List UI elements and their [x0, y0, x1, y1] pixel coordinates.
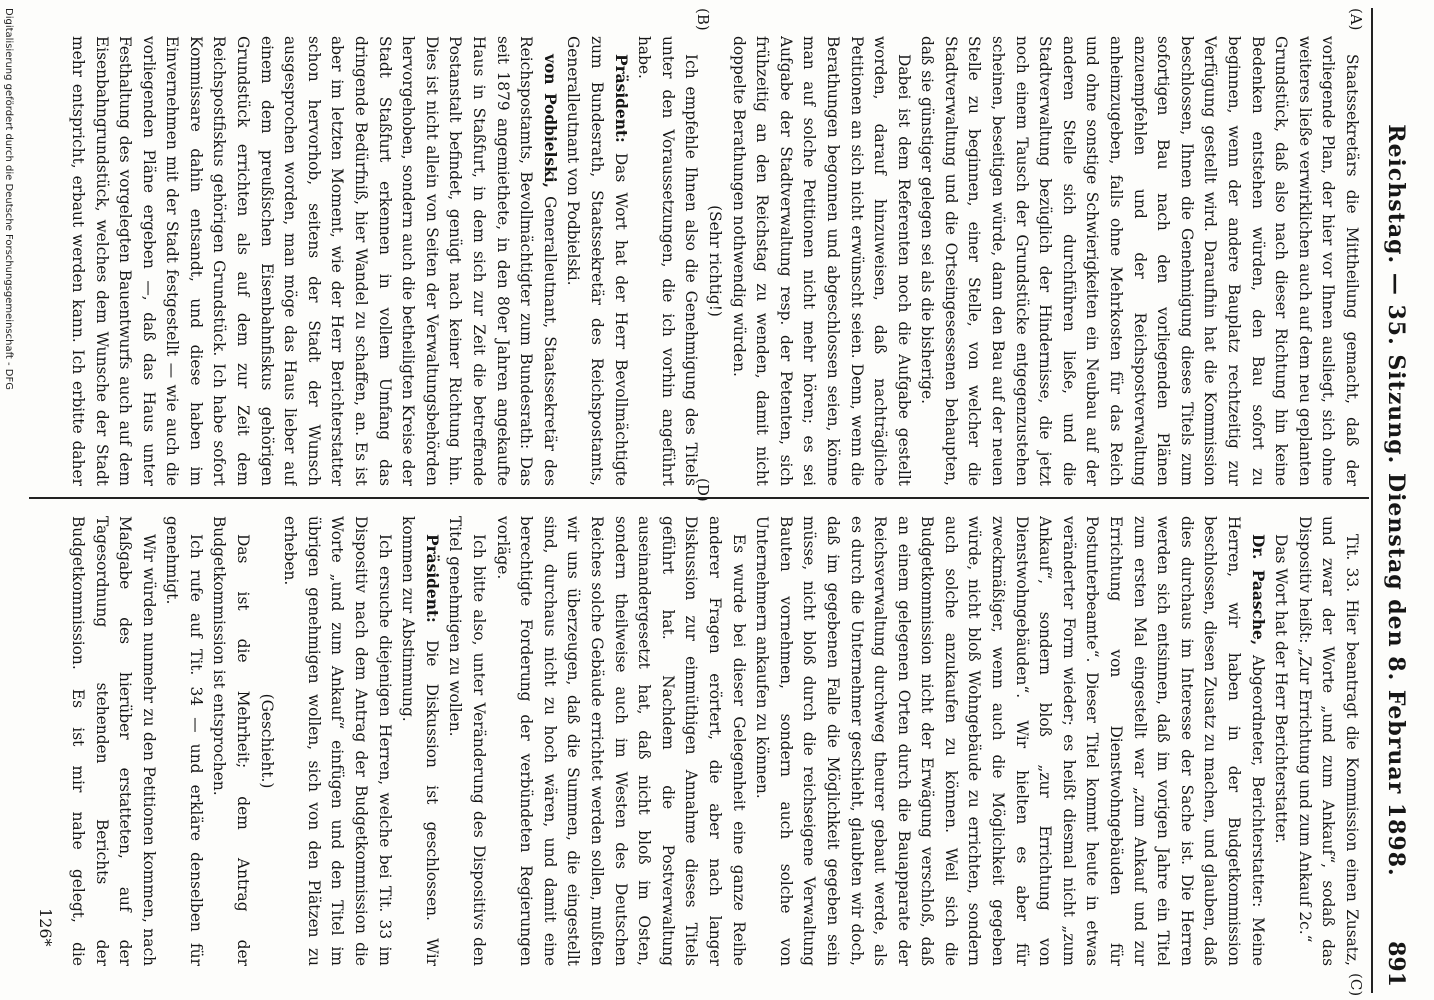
page-header-title: Reichstag. — 35. Sitzung. Dienstag den 8. Februar 1898. [1383, 124, 1409, 877]
header-rule [1371, 8, 1373, 993]
paragraph-text: Wir würden nunmehr zu den Petitionen kommen, nach Maßgabe des hierüber erstatteten, auf der Tagesordnung stehenden Berichts der Budgetkommission. Es ist mir nahe gelegt, die [68, 516, 158, 966]
margin-mark-d: (D) [694, 478, 712, 502]
paragraph-text: Es wurde bei dieser Gelegenheit eine ganze Reihe anderer Fragen erörtert, die aber nach langer Diskussion zur einmüthigen Annahme dieses Titels geführt hat. Nachdem die Postverwaltung auseinandergesetzt hat, daß nicht bloß im Osten, sondern theilweise auch im Westen des Deutschen Reiches solche Gebäude errichtet werden sollen, mußten wir uns überzeugen, daß die Summen, die eingestellt sind, durchaus nicht zu hoch wären, und damit eine berechtigte Forderung der verbündeten Regierungen vorläge. [493, 516, 748, 966]
paragraph-text: Ich rufe auf Tit. 34 — und erkläre denselben für genehmigt. [163, 516, 205, 966]
right-text-column [63, 516, 1363, 966]
paragraph-text: Das Wort hat der Herr Bevollmächtigte zum Bundesrath, Staatssekretär des Reichspostamts, Generalleutnant von Podbielski. [564, 36, 630, 486]
margin-mark-c: (C) [1347, 973, 1365, 997]
paragraph [490, 516, 750, 966]
paragraph [63, 516, 160, 966]
paragraph-text: Das ist die Mehrheit; dem Antrag der Budgetkommission ist entsprochen. [210, 516, 253, 966]
digitization-credit-text: Digitalisierung gefördert durch die Deutsche Forschungsgemeinschaft - DFG [3, 8, 14, 391]
paragraph [254, 516, 278, 966]
paragraph-text: Generalleutnant, Staatssekretär des Reichspostamts, Bevollmächtigter zum Bundesrath: Das seit 1879 angemiethete, in den 80er Jahren angekaufte Haus in Staßfurt, in dem sich zur Zeit die betreffende Postanstalt befindet, genügt nach keiner Richtung hin. Dies ist nicht allein von Seiten der Verwaltungsbehörden hervorgehoben, sondern auch die betheiligten Kreise der Stadt Staßfurt erkennen in vollem Umfang das dringende Bedürfniß, hier Wandel zu schaffen, an. Es ist aber im letzten Moment, wie der Herr Berichterstatter schon hervorhob, seitens der Stadt der Wunsch ausgesprochen worden, man möge das Haus lieber auf einem dem preußischen Eisenbahnfiskus gehörigen Grundstück errichten als auf dem zur Zeit dem Reichspostfiskus gehörigen Grundstück. Ich habe sofort Kommissare dahin entsandt, und diese haben im Einvernehmen mit der Stadt festgestellt — wie auch die vorliegenden Pläne ergeben —, daß das Haus unter Festhaltung des vorgelegten Bauentwurfs auch auf dem Eisenbahngrundstück, welches dem Wunsche der Stadt mehr entspricht, erbaut werden kann. Ich erbitte daher [68, 36, 559, 486]
paragraph [443, 516, 490, 966]
page-number: 891 [1383, 941, 1409, 987]
paragraph [915, 36, 1363, 486]
paragraph-text: Abgeordneter, Berichterstatter: Meine Herren, wir haben in der Budgetkommission beschlossen, diesen Zusatz zu machen, und glauben, daß dies durchaus im Interesse der Sache ist. Die Herren werden sich entsinnen, daß im vorigen Jahre ein Titel zum ersten Mal eingestellt war „zum Ankauf und zur Errichtung von Dienstwohngebäuden für Postunterbeamte“. Dieser Titel kommt heute in etwas veränderter Form wieder; es heißt diesmal nicht „zum Ankauf“, sondern bloß „zur Errichtung von Dienstwohngebäuden“. Wir hielten es aber für zweckmäßiger, wenn auch die Möglichkeit gegeben würde, nicht bloß Wohngebäude zu errichten, sondern auch solche anzukaufen zu können. Weil sich die Budgetkommission nicht der Erwägung verschloß, daß an einem gelegenen Orten durch die Bauapparate der Reichsverwaltung durchweg theurer gebaut werde, als es durch die Unternehmer geschieht, glaubten wir doch, daß im gegebenen Falle die Möglichkeit gegeben sein müsse, nicht bloß durch die reichseigene Verwaltung Bauten vornehmen, sondern auch solche von Unternehmern ankaufen zu können. [753, 516, 1267, 966]
paragraph [63, 36, 561, 486]
speaker-name: von Podbielski, [540, 54, 559, 188]
paragraph [1269, 516, 1293, 966]
paragraph [750, 516, 1269, 966]
left-text-column [63, 36, 1363, 486]
rotated-document-page [5, 8, 1417, 997]
speaker-name: Präsident: [422, 534, 441, 623]
paragraph [207, 516, 254, 966]
margin-mark-a: (A) [1347, 8, 1365, 31]
speaker-name: Dr. Paasche, [1248, 534, 1267, 646]
paragraph [726, 36, 915, 486]
paragraph [160, 516, 207, 966]
footer-sheet-number: 126* [36, 908, 55, 947]
paragraph-text: (Geschieht.) [257, 693, 276, 789]
page-header [1377, 8, 1417, 993]
paragraph [396, 516, 443, 966]
digitization-credit [0, 8, 14, 993]
paragraph-text: Das Wort hat der Herr Berichterstatter. [1272, 534, 1291, 844]
paragraph [278, 516, 396, 966]
paragraph [632, 36, 703, 486]
paragraph-text: Die Diskussion ist geschlossen. Wir kommen zur Abstimmung. [399, 516, 441, 966]
margin-mark-b: (B) [694, 8, 712, 31]
paragraph-text: Tit. 33. Hier beantragt die Kommission einen Zusatz, und zwar der Worte „und zum Ankauf“, sodaß das Dispositiv heißt: „Zur Errichtung und zum Ankauf 2c.“ [1295, 516, 1361, 966]
speaker-name: Präsident: [611, 54, 630, 143]
paragraph-text: (Sehr richtig!) [705, 205, 724, 317]
paragraph-text: Ich bitte also, unter Veränderung des Dispositivs den Titel genehmigen zu wollen. [446, 516, 489, 966]
paragraph [1292, 516, 1363, 966]
paragraph-text: Dabei ist dem Referenten noch die Aufgabe gestellt worden, darauf hinzuweisen, daß nachträgliche Petitionen an sich nicht erwünscht seien. Denn, wenn die Berathungen begonnen und abgeschlossen seien, könne man auf solche Petitionen nicht mehr hören; es sei Aufgabe der Stadtverwaltung resp. der Petenten, sich frühzeitig an den Reichstag zu wenden, damit nicht doppelte Berathungen nothwendig würden. [729, 36, 913, 486]
paragraph [702, 36, 726, 486]
paragraph-text: Ich empfehle Ihnen also die Genehmigung des Titels unter den Voraussetzungen, die ich vorhin angeführt habe. [635, 36, 701, 486]
paragraph [561, 36, 632, 486]
paragraph-text: Ich ersuche diejenigen Herren, welche bei Tit. 33 im Dispositiv nach dem Antrag der Budgetkommission die Worte „und zum Ankauf“ einfügen und den Titel im übrigen genehmigen wollen, sich von den Plätzen zu erheben. [281, 516, 394, 966]
paragraph-text: Staatssekretärs die Mittheilung gemacht, daß der vorliegende Plan, der hier vor Ihnen ausliegt, sich ohne weiteres ließe verwirklichen auch auf dem neu geplanten Grundstück, daß also nach dieser Richtung hin keine Bedenken entstehen würden, den Bau sofort zu beginnen, wenn der andere Bauplatz rechtzeitig zur Verfügung gestellt wird. Daraufhin hat die Kommission beschlossen, Ihnen die Genehmigung dieses Titels zum sofortigen Bau nach den vorliegenden Plänen anzuempfehlen und der Reichspostverwaltung anheimzugeben, falls ohne Mehrkosten für das Reich und ohne sonstige Schwierigkeiten ein Neubau auf der anderen Stelle sich durchführen ließe, und die Stadtverwaltung bezüglich der Hindernisse, die jetzt noch einem Tausch der Grundstücke entgegenzustehen scheinen, beseitigen würde, dann den Bau auf der neuen Stelle zu beginnen, einer Stelle, von welcher die Stadtverwaltung und die Ortseingesessenen behaupten, daß sie günstiger gelegen sei als die bisherige. [918, 36, 1361, 486]
